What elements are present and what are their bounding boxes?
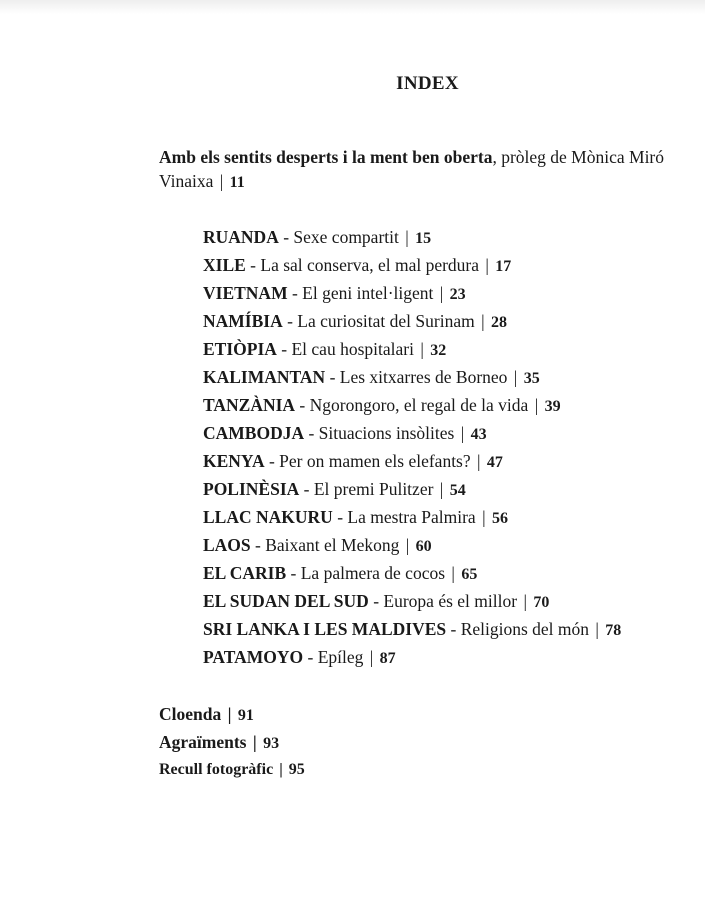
chapter-country: VIETNAM bbox=[203, 283, 288, 303]
chapter-country: PATAMOYO bbox=[203, 647, 304, 667]
closing-entry-recull-fotografic[interactable] bbox=[159, 756, 305, 784]
chapter-page-number: 28 bbox=[490, 314, 507, 331]
chapter-subtitle: - Religions del món bbox=[446, 619, 590, 639]
page-separator: | bbox=[405, 535, 410, 555]
page-separator: | bbox=[439, 283, 444, 303]
chapter-page-number: 23 bbox=[449, 286, 466, 303]
chapter-country: NAMÍBIA bbox=[203, 311, 283, 331]
prologue-entry[interactable] bbox=[159, 145, 705, 195]
chapter-page-number: 43 bbox=[470, 426, 487, 443]
chapter-page-number: 65 bbox=[461, 566, 478, 583]
page-separator: | bbox=[405, 227, 409, 247]
page-separator: | bbox=[460, 423, 465, 443]
chapter-subtitle: - La sal conserva, el mal perdura bbox=[245, 255, 480, 275]
chapter-country: KENYA bbox=[203, 451, 265, 471]
chapter-entry[interactable] bbox=[203, 475, 621, 503]
closing-entry-cloenda[interactable] bbox=[159, 700, 305, 728]
page-separator: | bbox=[485, 255, 489, 275]
prologue-title: Amb els sentits desperts i la ment ben oberta bbox=[159, 147, 493, 167]
chapter-entry[interactable] bbox=[203, 279, 621, 307]
prologue-author: , pròleg de Mònica Miró Vinaixa bbox=[159, 147, 665, 191]
closing-entry-agraiments[interactable] bbox=[159, 728, 305, 756]
chapter-page-number: 60 bbox=[415, 538, 432, 555]
chapter-page-number: 56 bbox=[491, 510, 508, 527]
chapter-subtitle: - El cau hospitalari bbox=[276, 339, 414, 359]
chapter-country: RUANDA bbox=[203, 227, 279, 247]
page-separator: | bbox=[523, 591, 527, 611]
chapter-country: LAOS bbox=[203, 535, 251, 555]
page-separator: | bbox=[595, 619, 599, 639]
chapter-list bbox=[203, 223, 621, 671]
chapter-subtitle: - La curiositat del Surinam bbox=[282, 311, 475, 331]
chapter-country: KALIMANTAN bbox=[203, 367, 326, 387]
chapter-subtitle: - Les xitxarres de Borneo bbox=[325, 367, 508, 387]
chapter-country: XILE bbox=[203, 255, 246, 275]
page-separator: | bbox=[534, 395, 539, 415]
chapter-country: CAMBODJA bbox=[203, 423, 305, 443]
chapter-subtitle: - Per on mamen els elefants? bbox=[264, 451, 471, 471]
chapter-entry[interactable] bbox=[203, 363, 621, 391]
chapter-subtitle: - Ngorongoro, el regal de la vida bbox=[295, 395, 529, 415]
chapter-page-number: 35 bbox=[523, 370, 540, 387]
chapter-subtitle: - El premi Pulitzer bbox=[299, 479, 434, 499]
chapter-entry[interactable] bbox=[203, 335, 621, 363]
chapter-page-number: 32 bbox=[430, 342, 447, 359]
chapter-page-number: 70 bbox=[533, 594, 550, 611]
chapter-entry[interactable] bbox=[203, 223, 621, 251]
page-separator: | bbox=[481, 311, 485, 331]
page-separator: | bbox=[219, 171, 224, 191]
closing-label: Recull fotogràfic bbox=[159, 761, 274, 778]
chapter-subtitle: - La palmera de cocos bbox=[286, 563, 446, 583]
page-top-shadow bbox=[0, 0, 705, 14]
chapter-subtitle: - Baixant el Mekong bbox=[250, 535, 400, 555]
closing-page-number: 95 bbox=[288, 761, 305, 778]
chapter-entry[interactable] bbox=[203, 391, 621, 419]
chapter-country: SRI LANKA I LES MALDIVES bbox=[203, 619, 447, 639]
chapter-subtitle: - La mestra Palmira bbox=[332, 507, 476, 527]
chapter-country: ETIÒPIA bbox=[203, 339, 277, 359]
page-separator: | bbox=[227, 704, 232, 724]
chapter-subtitle: - Epíleg bbox=[303, 647, 364, 667]
chapter-entry[interactable] bbox=[203, 531, 621, 559]
chapter-entry[interactable] bbox=[203, 643, 621, 671]
page-title: INDEX bbox=[396, 73, 459, 94]
chapter-page-number: 78 bbox=[605, 622, 622, 639]
page-separator: | bbox=[477, 451, 481, 471]
chapter-country: TANZÀNIA bbox=[203, 395, 296, 415]
closing-page-number: 91 bbox=[237, 707, 254, 724]
chapter-page-number: 87 bbox=[379, 650, 396, 667]
page-separator: | bbox=[482, 507, 486, 527]
chapter-entry[interactable] bbox=[203, 615, 621, 643]
chapter-entry[interactable] bbox=[203, 251, 621, 279]
closing-list bbox=[159, 700, 305, 784]
chapter-country: EL CARIB bbox=[203, 563, 287, 583]
chapter-entry[interactable] bbox=[203, 587, 621, 615]
prologue-page-number: 11 bbox=[229, 174, 245, 191]
chapter-page-number: 17 bbox=[495, 258, 512, 275]
chapter-page-number: 47 bbox=[486, 454, 503, 471]
chapter-country: EL SUDAN DEL SUD bbox=[203, 591, 369, 611]
chapter-country: LLAC NAKURU bbox=[203, 507, 333, 527]
chapter-subtitle: - Sexe compartit bbox=[278, 227, 399, 247]
chapter-entry[interactable] bbox=[203, 503, 621, 531]
page-separator: | bbox=[369, 647, 374, 667]
chapter-page-number: 15 bbox=[415, 230, 432, 247]
chapter-entry[interactable] bbox=[203, 419, 621, 447]
page-separator: | bbox=[420, 339, 424, 359]
closing-label: Agraïments bbox=[159, 732, 247, 752]
chapter-entry[interactable] bbox=[203, 559, 621, 587]
page-separator: | bbox=[513, 367, 518, 387]
page-separator: | bbox=[252, 732, 257, 752]
page-separator: | bbox=[451, 563, 455, 583]
page-separator: | bbox=[439, 479, 444, 499]
chapter-page-number: 54 bbox=[449, 482, 466, 499]
closing-label: Cloenda bbox=[159, 704, 222, 724]
chapter-subtitle: - Situacions insòlites bbox=[304, 423, 455, 443]
page-separator: | bbox=[279, 761, 283, 778]
chapter-page-number: 39 bbox=[544, 398, 561, 415]
chapter-subtitle: - Europa és el millor bbox=[368, 591, 518, 611]
chapter-subtitle: - El geni intel·ligent bbox=[287, 283, 434, 303]
chapter-entry[interactable] bbox=[203, 307, 621, 335]
chapter-entry[interactable] bbox=[203, 447, 621, 475]
closing-page-number: 93 bbox=[263, 735, 280, 752]
chapter-country: POLINÈSIA bbox=[203, 479, 300, 499]
